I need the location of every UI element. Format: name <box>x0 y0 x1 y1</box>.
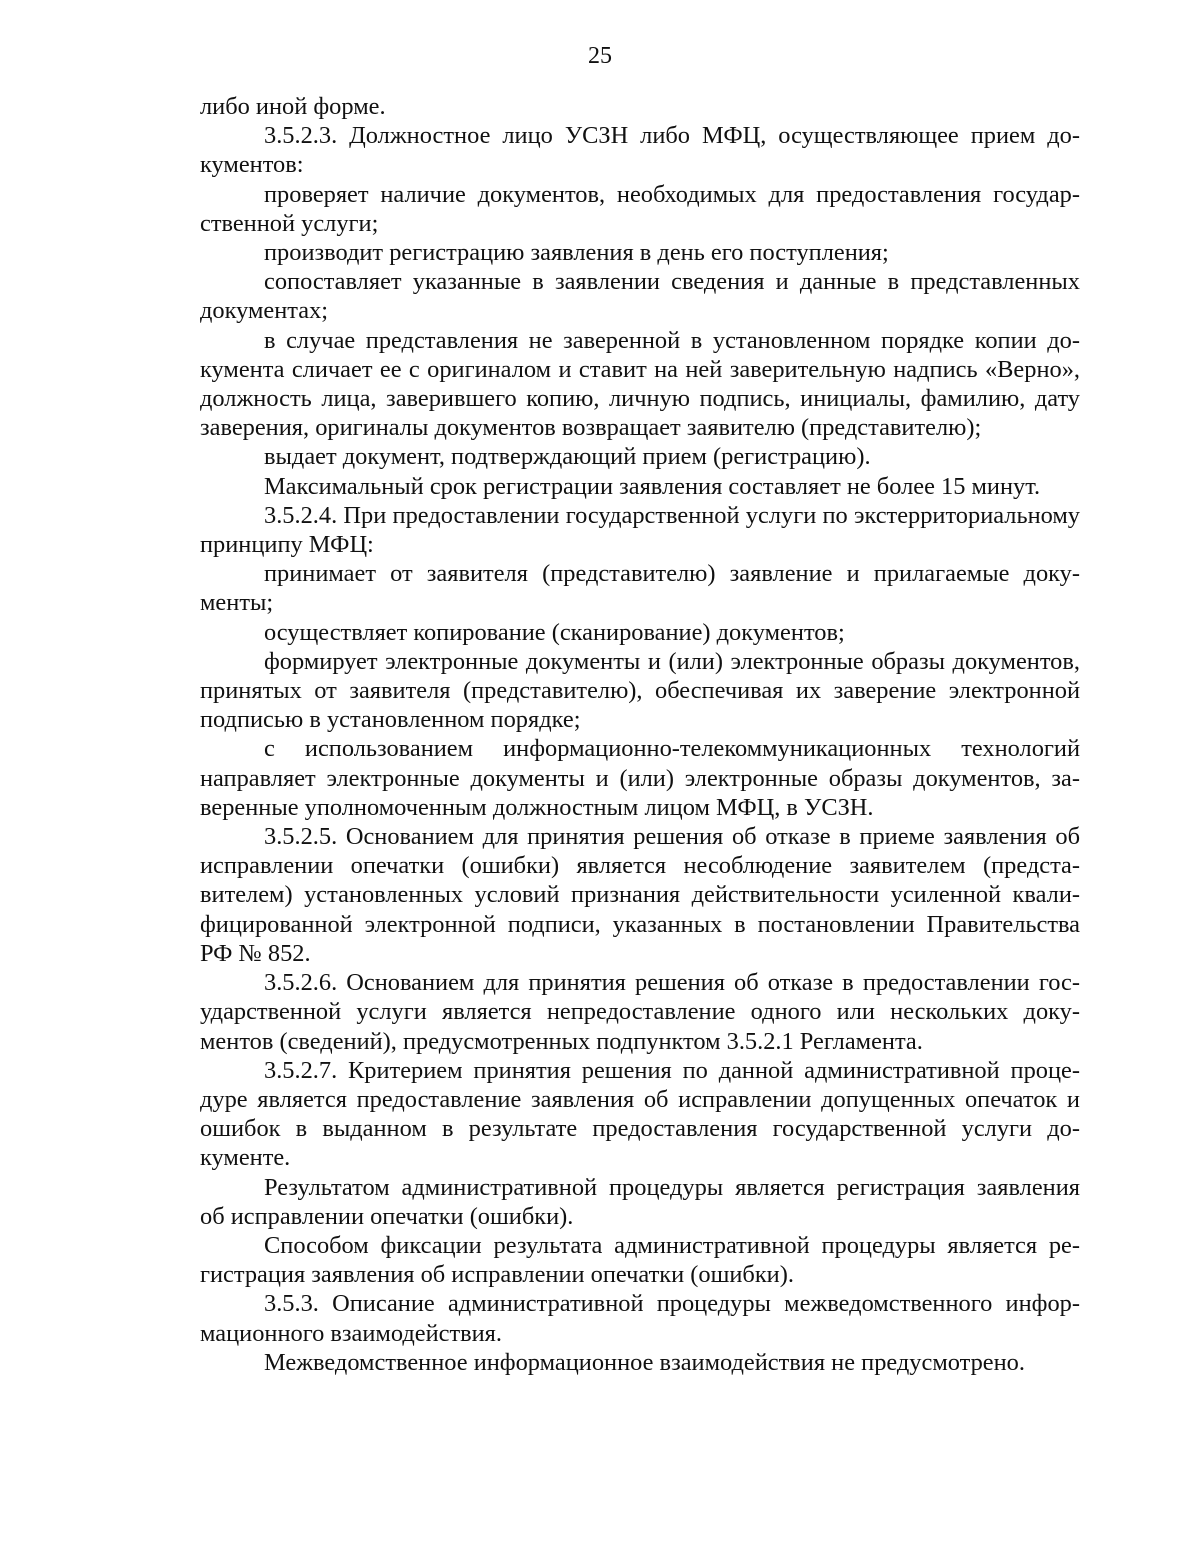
page-number: 25 <box>588 43 612 69</box>
paragraph: Результатом административной процедуры является регистрация заявления об исправлении опечатки (ошибки). <box>200 1173 1080 1230</box>
paragraph: выдает документ, подтверждающий прием (регистрацию). <box>264 443 871 471</box>
paragraph: 3.5.2.7. Критерием принятия решения по данной административной процедуре является предоставление заявления об исправлении допущенных опечаток и ошибок в выданном в результате предоставления государственной услуги документе. <box>200 1056 1080 1172</box>
paragraph: принимает от заявителя (представителю) заявление и прилагаемые документы; <box>200 560 1080 617</box>
paragraph: 3.5.2.3. Должностное лицо УСЗН либо МФЦ, осуществляющее прием документов: <box>200 122 1080 179</box>
paragraph: Способом фиксации результата административной процедуры является регистрация заявления об исправлении опечатки (ошибки). <box>200 1231 1080 1289</box>
paragraph: проверяет наличие документов, необходимых для предоставления государственной услуги; <box>200 180 1080 237</box>
paragraph: 3.5.2.4. При предоставлении государственной услуги по экстерриториальному принципу МФЦ: <box>200 501 1080 559</box>
paragraph: 3.5.2.6. Основанием для принятия решения об отказе в предоставлении государственной услуги является непредоставление одного или нескольких документов (сведений), предусмотренных подпунктом 3.5.2.1 Регламента. <box>200 969 1080 1055</box>
paragraph: Межведомственное информационное взаимодействия не предусмотрено. <box>264 1348 1025 1376</box>
paragraph: в случае представления не заверенной в установленном порядке копии документа сличает ее с оригиналом и ставит на ней заверительную надпись «Верно», должность лица, заверившего копию, личную подпись, инициалы, фамилию, дату заверения, оригиналы документов возвращает заявителю (представителю); <box>200 326 1080 442</box>
paragraph: 3.5.3. Описание административной процедуры межведомственного информационного взаимодействия. <box>200 1290 1080 1347</box>
paragraph: сопоставляет указанные в заявлении сведения и данные в представленных документах; <box>200 268 1080 325</box>
paragraph: осуществляет копирование (сканирование) документов; <box>264 618 845 646</box>
paragraph: Максимальный срок регистрации заявления составляет не более 15 минут. <box>264 472 1041 500</box>
paragraph: либо иной форме. <box>200 93 386 120</box>
paragraph: производит регистрацию заявления в день его поступления; <box>264 239 889 267</box>
paragraph: формирует электронные документы и (или) электронные образы документов, принятых от заявителя (представителю), обеспечивая их заверение электронной подписью в установленном порядке; <box>200 647 1080 734</box>
paragraph: с использованием информационно-телекоммуникационных технологий направляет электронные документы и (или) электронные образы документов, заверенные уполномоченным должностным лицом МФЦ, в УСЗН. <box>200 735 1080 821</box>
paragraph: 3.5.2.5. Основанием для принятия решения об отказе в приеме заявления об исправлении опечатки (ошибки) является несоблюдение заявителем (представителем) установленных условий признания действительности усиленной квалифицированной электронной подписи, указанных в постановлении Правительства РФ № 852. <box>200 823 1080 967</box>
document-body <box>200 92 1080 1377</box>
